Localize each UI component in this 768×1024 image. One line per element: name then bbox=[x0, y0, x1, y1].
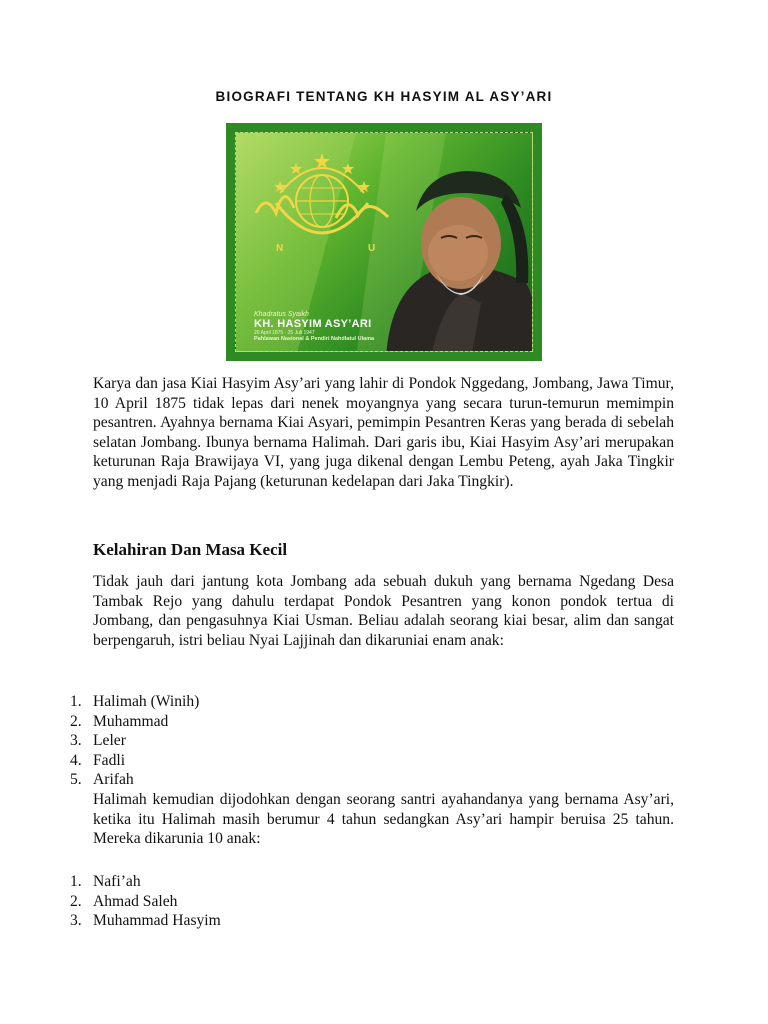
caption-name: KH. HASYIM ASY’ARI bbox=[254, 318, 372, 330]
list-number: 1. bbox=[70, 873, 82, 890]
caption-role: Pahlawan Nasional & Pendiri Nahdlatul Ulama bbox=[254, 336, 375, 342]
list-item-text: Muhammad Hasyim bbox=[93, 912, 221, 930]
section-paragraph: Tidak jauh dari jantung kota Jombang ada sebuah dukuh yang bernama Ngedang Desa Tambak Rejo yang dahulu terdapat Pondok Pesantren yang konon pondok tertua di Jombang, dan pengasuhnya Kiai Usman. Beliau adalah seorang kiai besar, alim dan sangat berpengaruh, istri beliau Nyai Lajjinah dan dikaruniai enam anak: bbox=[93, 573, 674, 649]
list-number: 2. bbox=[70, 712, 82, 730]
list-item bbox=[70, 770, 199, 790]
portrait-background bbox=[235, 132, 533, 352]
list-item bbox=[70, 712, 199, 732]
list-number: 1. bbox=[70, 693, 82, 710]
portrait-image bbox=[226, 123, 542, 361]
section-heading: Kelahiran Dan Masa Kecil bbox=[93, 540, 288, 559]
list-item bbox=[70, 751, 199, 771]
list-item bbox=[70, 692, 199, 712]
logo-letter-u: U bbox=[368, 243, 376, 254]
list-item-text: Arifah bbox=[93, 771, 134, 789]
list-item-text: Leler bbox=[93, 732, 126, 750]
list-item bbox=[70, 731, 199, 751]
list-item-text: Muhammad bbox=[93, 712, 169, 730]
marriage-paragraph: Halimah kemudian dijodohkan dengan seorang santri ayahandanya yang bernama Asy’ari, ketika itu Halimah masih berumur 4 tahun sedangkan Asy’ari hampir beruisa 25 tahun. Mereka dikarunia 10 anak: bbox=[93, 791, 674, 848]
list-item-text: Fadli bbox=[93, 751, 126, 769]
list-number: 3. bbox=[70, 732, 82, 750]
list-item-text: Halimah (Winih) bbox=[93, 693, 200, 710]
children-list-1 bbox=[70, 692, 199, 790]
list-number: 3. bbox=[70, 912, 82, 930]
document-title: BIOGRAFI TENTANG KH HASYIM AL ASY’ARI bbox=[215, 89, 553, 104]
caption-dates: 20 April 1875 - 25 Juli 1947 bbox=[254, 330, 315, 336]
portrait-caption bbox=[254, 311, 434, 342]
list-item bbox=[70, 911, 221, 931]
list-item-text: Ahmad Saleh bbox=[93, 892, 178, 910]
list-item-text: Nafi’ah bbox=[93, 873, 141, 890]
list-item bbox=[70, 872, 221, 892]
list-number: 5. bbox=[70, 771, 82, 789]
logo-letter-n: N bbox=[276, 243, 284, 254]
list-number: 4. bbox=[70, 751, 82, 769]
children-list-2 bbox=[70, 872, 221, 931]
list-item bbox=[70, 892, 221, 912]
list-number: 2. bbox=[70, 892, 82, 910]
caption-subtitle: Khadratus Syaikh bbox=[254, 311, 309, 318]
intro-paragraph: Karya dan jasa Kiai Hasyim Asy’ari yang lahir di Pondok Nggedang, Jombang, Jawa Timur, 10 April 1875 tidak lepas dari nenek moyangnya yang secara turun-temurun memimpin pesantren. Ayahnya bernama Kiai Asyari, pemimpin Pesantren Keras yang berada di sebelah selatan Jombang. Ibunya bernama Halimah. Dari garis ibu, Kiai Hasyim Asy’ari merupakan keturunan Raja Brawijaya VI, yang juga dikenal dengan Lembu Peteng, ayah Jaka Tingkir yang menjadi Raja Pajang (keturunan kedelapan dari Jaka Tingkir). bbox=[93, 375, 674, 490]
